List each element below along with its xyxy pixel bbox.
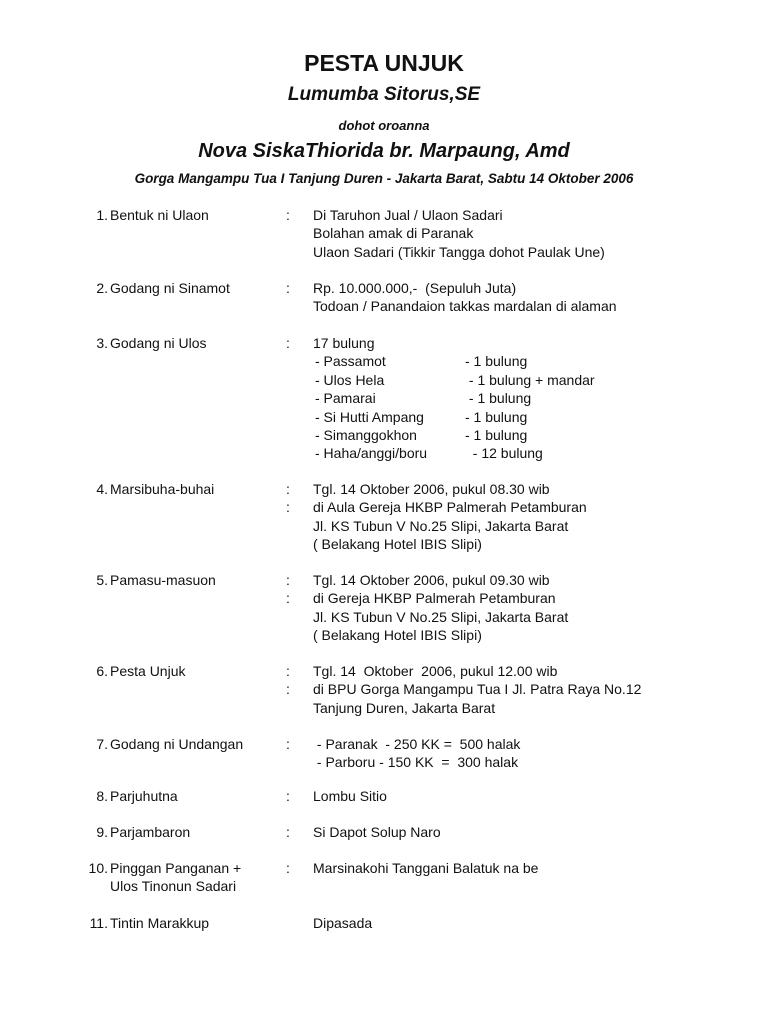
item-value: Si Dapot Solup Naro: [313, 824, 441, 840]
item-number: 2.: [96, 280, 108, 296]
item-label: Godang ni Undangan: [110, 736, 244, 752]
ulos-name: - Pamarai: [315, 390, 376, 407]
agenda-item-invitations: [0, 735, 768, 787]
item-label: Marsibuha-buhai: [110, 481, 215, 497]
item-value: Ulaon Sadari (Tikkir Tangga dohot Paulak Une): [313, 243, 605, 260]
item-colon: :: [286, 663, 290, 679]
ulos-total: 17 bulung: [313, 335, 375, 351]
item-label: Parjuhutna: [110, 788, 178, 804]
item-label: Ulos Tinonun Sadari: [110, 878, 237, 895]
item-colon: :: [286, 736, 290, 752]
item-number: 3.: [96, 335, 108, 351]
agenda-item-marsibuha: [0, 480, 768, 571]
item-value: Bolahan amak di Paranak: [313, 225, 474, 242]
item-colon: :: [286, 481, 290, 497]
item-colon: :: [286, 590, 290, 607]
ulos-qty: - 12 bulung: [465, 445, 543, 462]
item-colon: :: [286, 681, 290, 698]
ulos-name: - Si Hutti Ampang: [315, 408, 424, 425]
ulos-qty: - 1 bulung: [465, 390, 532, 407]
item-number: 11.: [89, 915, 108, 931]
conjunction-text: dohot oroanna: [338, 118, 430, 133]
ulos-name: - Passamot: [315, 353, 386, 370]
item-value: Dipasada: [313, 915, 373, 931]
ulos-qty: - 1 bulung: [465, 353, 528, 370]
item-value: - Parboru - 150 KK = 300 halak: [313, 754, 519, 771]
venue-date-line: Gorga Mangampu Tua I Tanjung Duren - Jakarta Barat, Sabtu 14 Oktober 2006: [134, 171, 634, 186]
item-value: di Aula Gereja HKBP Palmerah Petamburan: [313, 499, 587, 516]
groom-name: Lumumba Sitorus,SE: [287, 84, 481, 105]
item-value: di BPU Gorga Mangampu Tua I Jl. Patra Raya No.12: [313, 681, 642, 698]
item-label: Pesta Unjuk: [110, 663, 186, 679]
item-colon: :: [286, 788, 290, 804]
agenda-item-jambar: [0, 823, 768, 859]
item-label: Godang ni Ulos: [110, 335, 207, 351]
item-value: di Gereja HKBP Palmerah Petamburan: [313, 590, 556, 607]
agenda-item-form: [0, 206, 768, 279]
ulos-qty: - 1 bulung: [465, 426, 528, 443]
bride-name: Nova SiskaThiorida br. Marpaung, Amd: [198, 140, 570, 162]
item-value: ( Belakang Hotel IBIS Slipi): [313, 536, 482, 553]
item-colon: :: [286, 280, 290, 296]
item-value: Lombu Sitio: [313, 788, 387, 804]
item-colon: :: [286, 572, 290, 588]
item-number: 5.: [96, 572, 108, 588]
item-value: Di Taruhon Jual / Ulaon Sadari: [313, 207, 503, 223]
item-label: Bentuk ni Ulaon: [110, 207, 209, 223]
ulos-qty: - 1 bulung: [465, 408, 528, 425]
item-value: Marsinakohi Tanggani Balatuk na be: [313, 860, 539, 876]
item-colon: :: [286, 335, 290, 351]
ulos-name: - Haha/anggi/boru: [315, 445, 428, 462]
item-label: Parjambaron: [110, 824, 191, 840]
item-number: 8.: [96, 788, 108, 804]
item-value: Jl. KS Tubun V No.25 Slipi, Jakarta Barat: [313, 517, 569, 534]
item-number: 1.: [96, 207, 108, 223]
item-value: Todoan / Panandaion takkas mardalan di alaman: [313, 298, 617, 315]
item-value: Tanjung Duren, Jakarta Barat: [313, 699, 496, 716]
item-label: Tintin Marakkup: [110, 915, 210, 931]
item-colon: :: [286, 860, 290, 876]
item-value: Tgl. 14 Oktober 2006, pukul 09.30 wib: [313, 572, 550, 588]
item-label: Pinggan Panganan +: [110, 860, 242, 876]
agenda-item-tintin: [0, 914, 768, 934]
item-colon: :: [286, 499, 290, 516]
item-colon: :: [286, 207, 290, 223]
agenda-item-pinggan: [0, 859, 768, 914]
ulos-name: - Simanggokhon: [315, 426, 417, 443]
item-value: Rp. 10.000.000,- (Sepuluh Juta): [313, 280, 517, 296]
agenda-item-ulos: [0, 334, 768, 480]
item-number: 7.: [96, 736, 108, 752]
item-number: 4.: [96, 481, 108, 497]
item-value: Tgl. 14 Oktober 2006, pukul 08.30 wib: [313, 481, 550, 497]
item-number: 10.: [88, 860, 108, 876]
ulos-qty: - 1 bulung + mandar: [465, 371, 595, 388]
item-value: ( Belakang Hotel IBIS Slipi): [313, 627, 482, 644]
item-value: Jl. KS Tubun V No.25 Slipi, Jakarta Barat: [313, 608, 569, 625]
item-label: Pamasu-masuon: [110, 572, 216, 588]
ulos-name: - Ulos Hela: [315, 371, 385, 388]
agenda-item-pesta: [0, 662, 768, 735]
agenda-list: [0, 206, 768, 934]
item-number: 9.: [96, 824, 108, 840]
agenda-item-dowry: [0, 279, 768, 334]
item-colon: :: [286, 824, 290, 840]
item-value: Tgl. 14 Oktober 2006, pukul 12.00 wib: [313, 663, 558, 679]
agenda-item-pamasu: [0, 571, 768, 662]
item-number: 6.: [96, 663, 108, 679]
agenda-item-juhut: [0, 787, 768, 823]
item-label: Godang ni Sinamot: [110, 280, 230, 296]
document-title: PESTA UNJUK: [304, 50, 464, 76]
item-value: - Paranak - 250 KK = 500 halak: [313, 736, 521, 752]
